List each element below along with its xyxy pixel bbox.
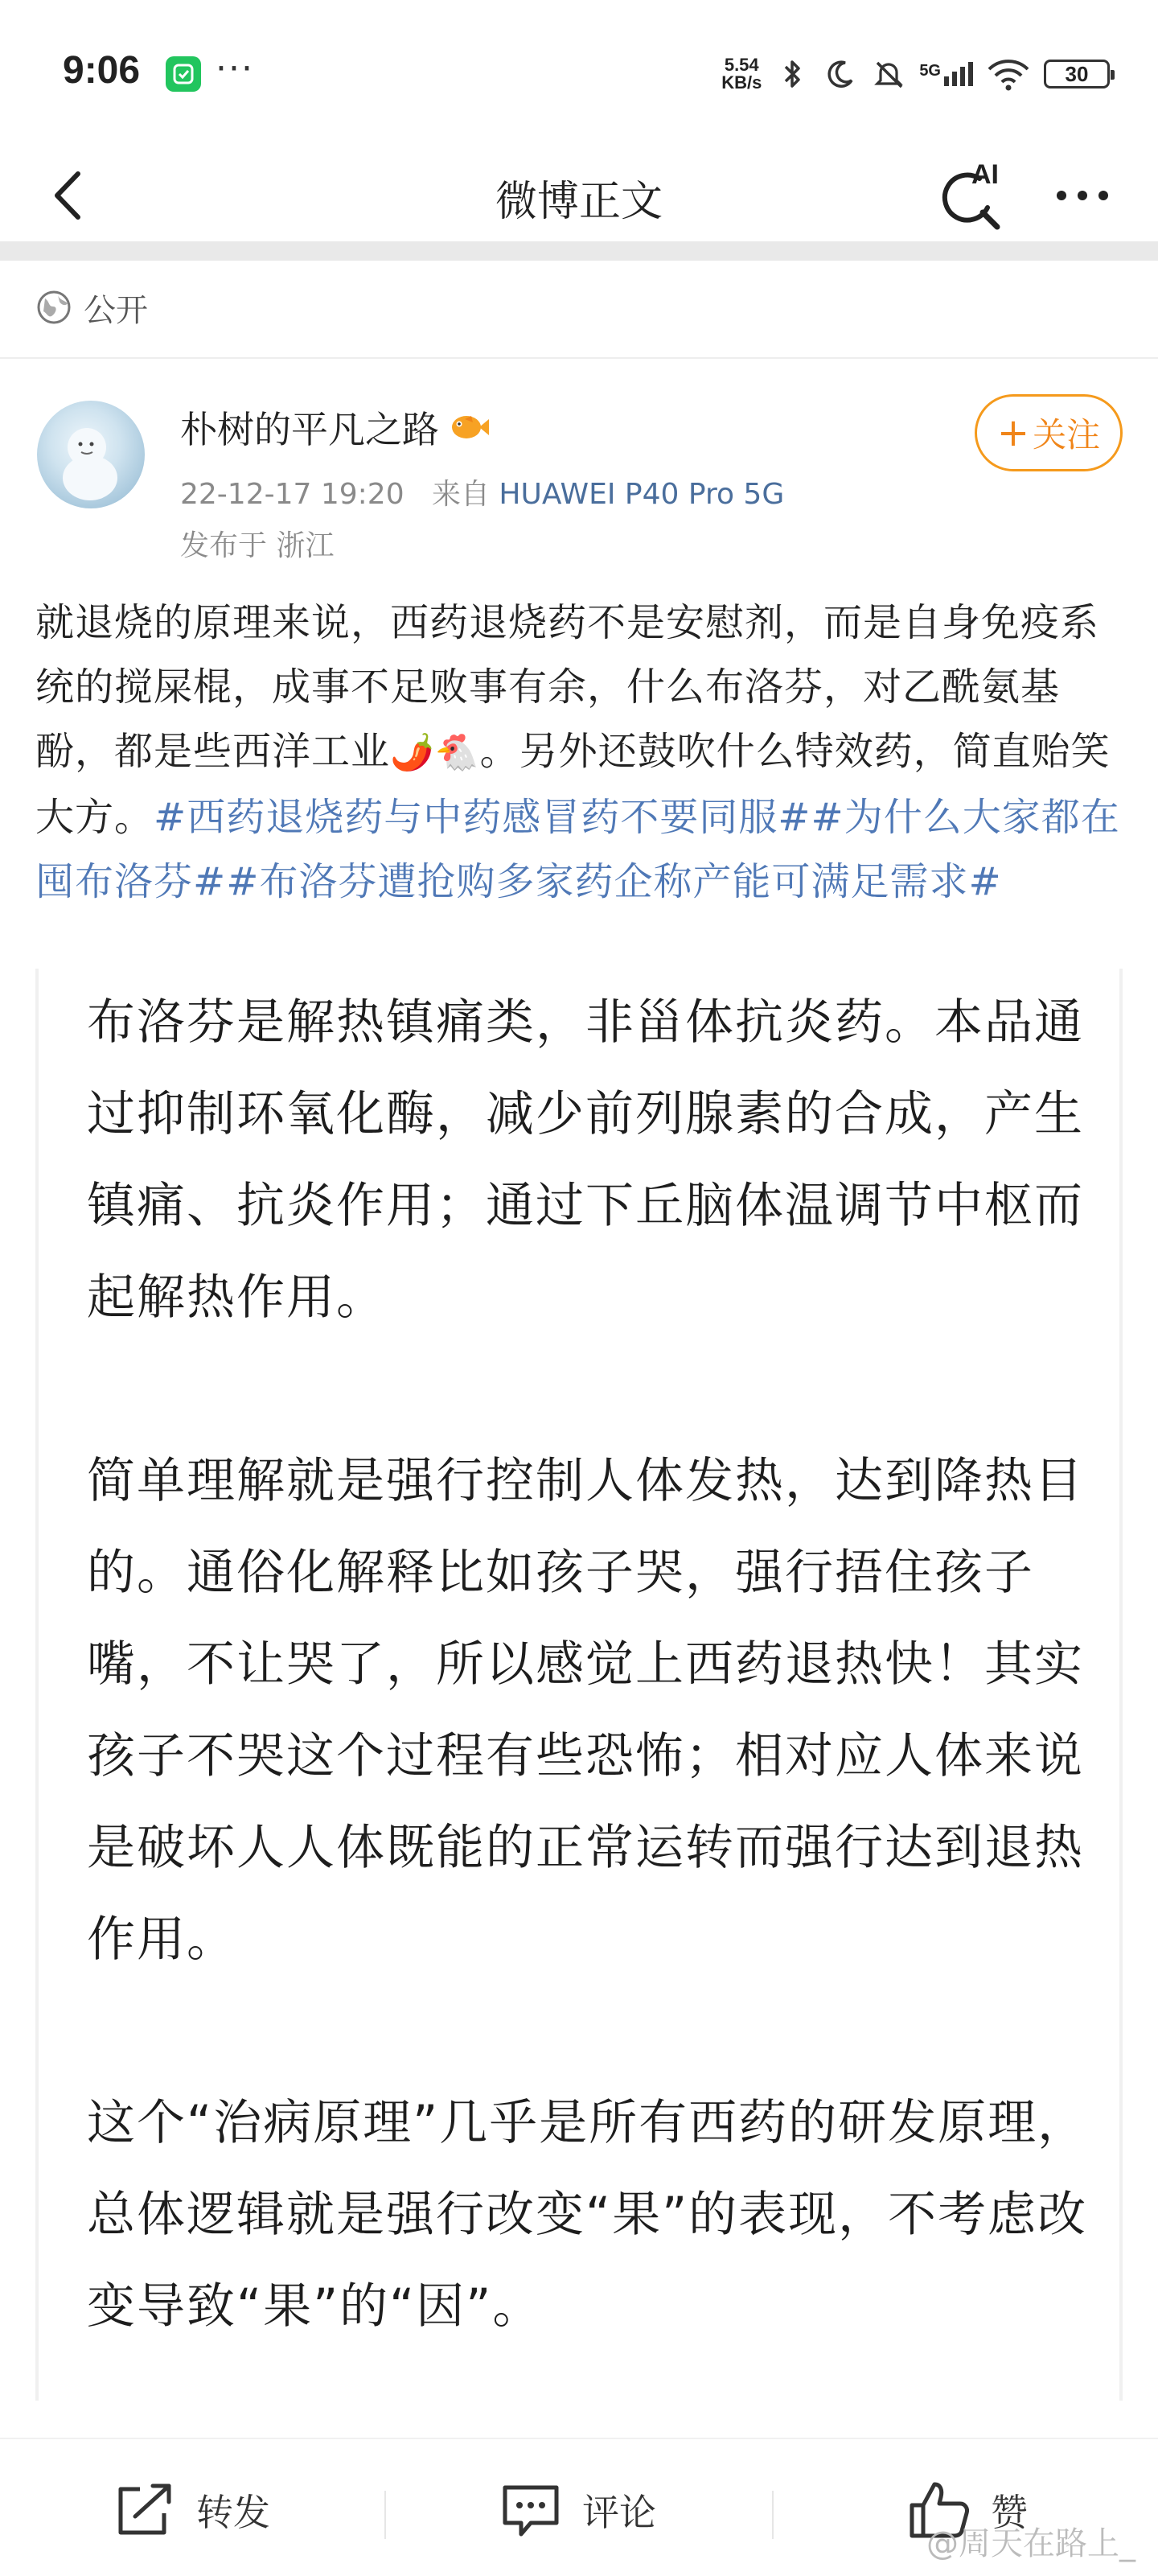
post-body-text: 就退烧的原理来说，西药退烧药不是安慰剂，而是自身免疫系统的搅屎棍，成事不足败事有余，什么布洛芬，对乙酰氨基酚，都是些西洋工业 — [35, 600, 1100, 774]
source-prefix: 来自 — [431, 478, 490, 511]
status-bar — [0, 0, 1158, 145]
dot — [1057, 191, 1066, 200]
visibility-label: 公开 — [84, 291, 148, 329]
author-name-row[interactable] — [180, 401, 489, 454]
bluetooth-icon — [774, 56, 810, 92]
post-text — [35, 591, 1129, 914]
bar-separator — [772, 2491, 774, 2539]
weibo-watermark: @周天在路上_ — [926, 2525, 1135, 2562]
image-paragraph-1: 布洛芬是解热镇痛类，非甾体抗炎药。本品通过抑制环氧化酶，减少前列腺素的合成，产生镇痛、抗炎作用；通过下丘脑体温调节中枢而起解热作用。 — [87, 994, 1084, 1326]
dot — [1098, 191, 1108, 200]
hashtag-link[interactable]: #为什么大家都在囤布洛芬# — [35, 795, 1120, 904]
chicken-emoji: 🐔 — [434, 732, 480, 773]
source-device-link[interactable]: HUAWEI P40 Pro 5G — [499, 478, 785, 511]
share-icon — [113, 2481, 177, 2539]
comment-icon — [499, 2481, 563, 2539]
author-name[interactable]: 朴树的平凡之路 — [180, 408, 439, 451]
fish-badge-icon — [447, 411, 489, 443]
section-separator — [0, 241, 1158, 261]
image-paragraph-2: 简单理解就是强行控制人体发热，达到降热目的。通俗化解释比如孩子哭，强行捂住孩子嘴，不让哭了，所以感觉上西药退热快！其实孩子不哭这个过程有些恐怖；相对应人体来说是破坏人人体既能的正常运转而强行达到退热作用。 — [87, 1453, 1084, 1968]
more-options-button[interactable] — [1042, 159, 1123, 232]
follow-button[interactable] — [975, 394, 1123, 471]
moon-icon — [823, 56, 858, 92]
ai-search-button[interactable]: AI — [933, 158, 1013, 238]
repost-label: 转发 — [196, 2491, 270, 2534]
dot — [1078, 191, 1087, 200]
status-icons — [721, 50, 1110, 98]
snowman-avatar-image — [37, 401, 145, 508]
bar-separator — [384, 2491, 386, 2539]
post-body-text-continued: 。另外还鼓吹什么特效药，简直贻笑大方。 — [35, 729, 1111, 840]
page-title: 微博正文 — [495, 178, 663, 226]
app-notification-icon — [166, 56, 201, 92]
avatar[interactable] — [37, 401, 145, 508]
follow-label: 关注 — [1033, 415, 1101, 455]
globe-icon — [35, 289, 72, 326]
signal-icon: 5G — [919, 62, 973, 86]
hashtag-link[interactable]: #布洛芬遭抢购多家药企称产能可满足需求# — [226, 859, 1002, 904]
mute-icon — [871, 56, 906, 92]
post-meta — [180, 471, 784, 512]
comment-button[interactable] — [499, 2478, 656, 2542]
plus-icon: + — [996, 410, 1030, 455]
visibility-indicator — [35, 283, 148, 331]
top-nav-bar — [0, 145, 1158, 241]
hashtag-link[interactable]: #西药退烧药与中药感冒药不要同服# — [154, 795, 811, 840]
comment-label: 评论 — [582, 2491, 656, 2534]
repost-button[interactable] — [113, 2478, 270, 2542]
more-dots-icon: ··· — [216, 48, 254, 89]
post-location: 发布于 浙江 — [180, 529, 335, 562]
clock: 9:06 — [63, 49, 141, 92]
like-label: 赞 — [991, 2491, 1028, 2534]
chili-pepper-emoji: 🌶️ — [390, 732, 435, 773]
wifi-icon — [986, 56, 1031, 92]
post-datetime: 22-12-17 19:20 — [180, 478, 404, 511]
divider — [0, 357, 1158, 359]
net-speed: 5.54 KB/s — [721, 55, 762, 93]
post-image[interactable] — [35, 969, 1123, 2401]
battery-icon: 30 — [1044, 60, 1110, 88]
image-paragraph-3: 这个“治病原理”几乎是所有西药的研发原理，总体逻辑就是强行改变“果”的表现，不考虑改变导致“果”的“因”。 — [87, 2095, 1088, 2335]
